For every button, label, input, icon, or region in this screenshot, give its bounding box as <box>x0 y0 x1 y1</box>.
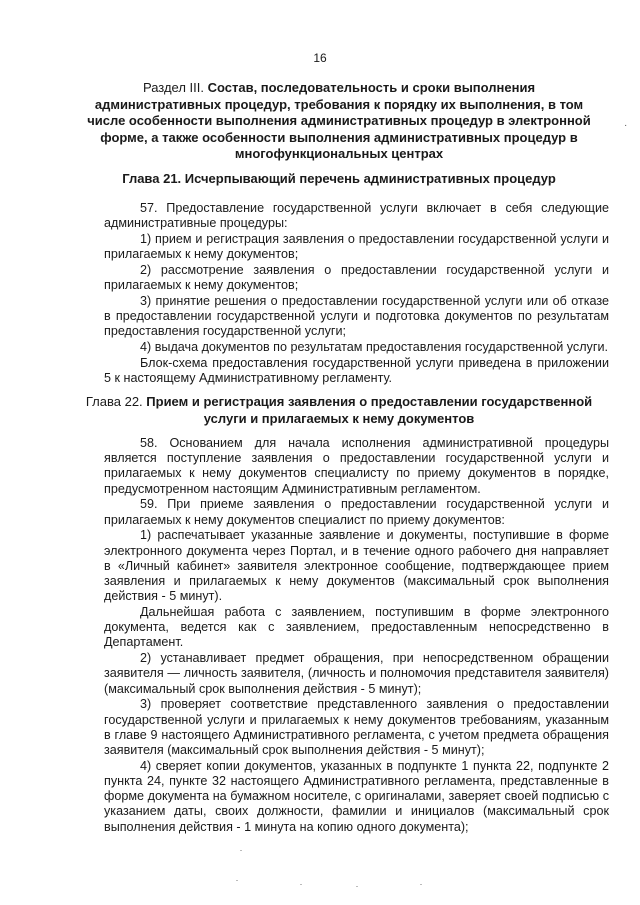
chapter-21-heading: Глава 21. Исчерпывающий перечень административных процедур <box>122 171 556 186</box>
paragraph: 2) рассмотрение заявления о предоставлении государственной услуги и прилагаемых к нему документов; <box>104 263 609 293</box>
section-prefix: Раздел III. <box>142 80 208 95</box>
paragraph: 4) сверяет копии документов, указанных в подпункте 1 пункта 22, подпункте 2 пункта 24, пункте 32 настоящего Административного регламента, представленные в форме документа на бумажном носителе, с оригиналами, заверяет своей подписью с указанием даты, своих должности, фамилии и инициалов (максимальный срок выполнения действия - 1 минута на копию одного документа); <box>104 758 609 834</box>
paragraph: Блок-схема предоставления государственной услуги приведена в приложении 5 к настоящему Административному регламенту. <box>104 356 609 386</box>
chapter-22-body <box>104 436 609 835</box>
paragraph: 57. Предоставление государственной услуги включает в себя следующие административные процедуры: <box>104 201 609 231</box>
scan-speck <box>236 880 238 881</box>
paragraph: 59. При приеме заявления о предоставлении государственной услуги и прилагаемых к нему документов специалист по приему документов: <box>104 497 609 527</box>
section-title: Состав, последовательность и сроки выполнения административных процедур, требования к порядку их выполнения, в том числе особенности выполнения административных процедур в электронной форме, а также особенности выполнения административных процедур в многофункциональных центрах <box>87 80 591 161</box>
scan-speck <box>356 886 358 887</box>
paragraph: 2) устанавливает предмет обращения, при непосредственном обращении заявителя — личность заявителя, (личность и полномочия представителя заявителя) (максимальный срок выполнения действия - 5 минут); <box>104 651 609 696</box>
scan-speck <box>420 884 422 885</box>
chapter-21-body <box>104 201 609 386</box>
chapter-22-heading <box>84 394 594 427</box>
scan-speck <box>240 850 242 851</box>
paragraph: 4) выдача документов по результатам предоставления государственной услуги. <box>140 340 608 355</box>
chapter-22-prefix: Глава 22. <box>85 394 147 409</box>
scan-speck: · <box>624 120 628 131</box>
page-number: 16 <box>313 51 327 65</box>
paragraph: 1) распечатывает указанные заявление и документы, поступившие в форме электронного документа через Портал, и в течение одного рабочего дня направляет в «Личный кабинет» заявителя электронное сообщение, подтверждающее прием заявления и прилагаемых к нему документов (максимальный срок выполнения действия - 5 минут). <box>104 528 609 604</box>
chapter-22-title: Прием и регистрация заявления о предоставлении государственной услуги и прилагаемых к нему документов <box>146 394 593 426</box>
paragraph: Дальнейшая работа с заявлением, поступившим в форме электронного документа, ведется как с заявлением, предоставленным непосредственно в Департамент. <box>104 605 609 650</box>
paragraph: 3) принятие решения о предоставлении государственной услуги или об отказе в предоставлении государственной услуги и подготовка документов по результатам предоставления государственной услуги; <box>104 294 609 339</box>
paragraph: 58. Основанием для начала исполнения административной процедуры является поступление заявления о предоставлении государственной услуги и прилагаемых к нему документов специалисту по приему документов в порядке, предусмотренном настоящим Административным регламентом. <box>104 436 609 496</box>
scan-speck <box>300 884 302 885</box>
paragraph: 3) проверяет соответствие представленного заявления о предоставлении государственной услуги и прилагаемых к нему документов требованиям, указанным в главе 9 настоящего Административного регламента, с учетом предмета обращения заявителя (максимальный срок выполнения действия - 5 минут); <box>104 697 609 758</box>
paragraph: 1) прием и регистрация заявления о предоставлении государственной услуги и прилагаемых к нему документов; <box>104 232 609 262</box>
section-heading <box>84 80 594 163</box>
